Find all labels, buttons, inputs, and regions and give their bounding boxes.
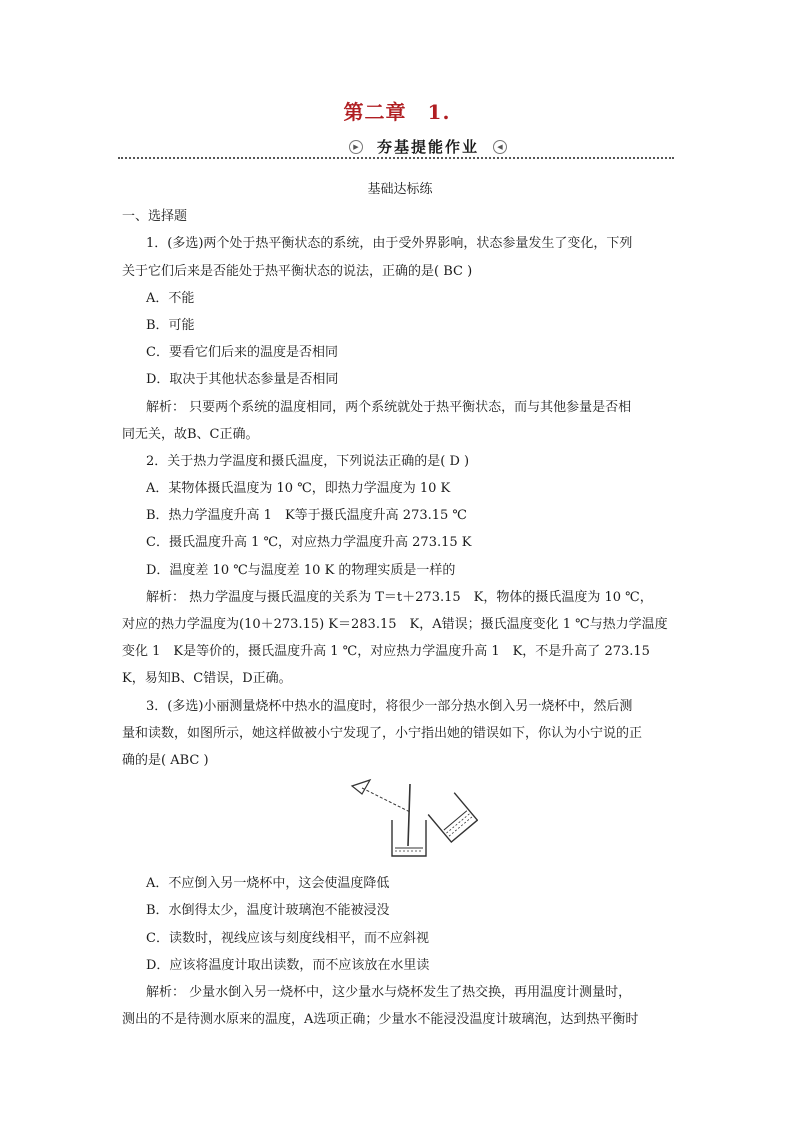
option-b: B．热力学温度升高 1 K等于摄氏温度升高 273.15 ℃ [146, 508, 467, 524]
option-d: D．温度差 10 ℃与温度差 10 K 的物理实质是一样的 [146, 562, 456, 578]
option-b: B．水倒得太少，温度计玻璃泡不能被浸没 [146, 903, 390, 919]
thermometer [408, 784, 410, 846]
play-right-icon: ▶ [349, 140, 363, 154]
beaker-thermometer-illustration [348, 778, 478, 860]
option-a: A．某物体摄氏温度为 10 ℃，即热力学温度为 10 K [146, 481, 451, 497]
play-left-icon: ◀ [493, 140, 507, 154]
chapter-title: 第二章 1. [343, 100, 451, 124]
analysis-line: K，易知B、C错误，D正确。 [122, 671, 292, 687]
beaker-right [428, 793, 477, 842]
option-c: C．要看它们后来的温度是否相同 [146, 345, 338, 361]
question-stem-line: 1．(多选)两个处于热平衡状态的系统，由于受外界影响，状态参量发生了变化，下列 [146, 236, 633, 252]
option-c: C．读数时，视线应该与刻度线相平，而不应斜视 [146, 930, 429, 946]
question-stem-line: 量和读数，如图所示，她这样做被小宁发现了，小宁指出她的错误如下，你认为小宁说的正 [122, 725, 643, 741]
question-1 [122, 230, 678, 448]
banner-center [343, 136, 513, 157]
option-b: B．可能 [146, 317, 195, 333]
option-c: C．摄氏温度升高 1 ℃，对应热力学温度升高 273.15 K [146, 535, 472, 551]
banner-label: 夯基提能作业 [376, 138, 480, 156]
homework-banner [118, 136, 674, 160]
option-a: A．不能 [146, 290, 195, 306]
eye-icon [352, 780, 370, 794]
option-a: A．不应倒入另一烧杯中，这会使温度降低 [146, 876, 390, 892]
option-d: D．应该将温度计取出读数，而不应该放在水里读 [146, 957, 430, 973]
analysis-line: 同无关，故B、C正确。 [122, 426, 259, 442]
analysis-line: 变化 1 K是等价的，摄氏温度升高 1 ℃，对应热力学温度升高 1 K，不是升高了 273.15 [122, 644, 650, 660]
question-stem-line: 确的是( ABC ) [122, 752, 209, 768]
analysis-line: 解析： 热力学温度与摄氏温度的关系为 T＝t＋273.15 K，物体的摄氏温度为 10 ℃， [146, 589, 653, 605]
question-stem-line: 2．关于热力学温度和摄氏温度，下列说法正确的是( D ) [146, 453, 470, 469]
question-stem-line: 3．(多选)小丽测量烧杯中热水的温度时，将很少一部分热水倒入另一烧杯中，然后测 [146, 698, 633, 714]
document-body [122, 176, 678, 1033]
dotted-divider [118, 157, 674, 159]
question-3 [122, 693, 678, 1034]
thermometer-figure [122, 774, 678, 870]
question-2 [122, 448, 678, 693]
analysis-line: 解析： 少量水倒入另一烧杯中，这少量水与烧杯发生了热交换，再用温度计测量时， [146, 984, 632, 1000]
section-title: 基础达标练 [367, 182, 433, 197]
question-stem-line: 关于它们后来是否能处于热平衡状态的说法，正确的是( BC ) [122, 263, 473, 279]
analysis-line: 对应的热力学温度为(10＋273.15) K＝283.15 K，A错误；摄氏温度变化 1 ℃与热力学温度 [122, 617, 668, 632]
option-d: D．取决于其他状态参量是否相同 [146, 372, 339, 388]
part-heading: 一、选择题 [122, 209, 188, 225]
sight-line [362, 788, 410, 812]
analysis-line: 解析： 只要两个系统的温度相同，两个系统就处于热平衡状态，而与其他参量是否相 [146, 399, 632, 415]
analysis-line: 测出的不是待测水原来的温度，A选项正确；少量水不能浸没温度计玻璃泡，达到热平衡时 [122, 1012, 639, 1028]
